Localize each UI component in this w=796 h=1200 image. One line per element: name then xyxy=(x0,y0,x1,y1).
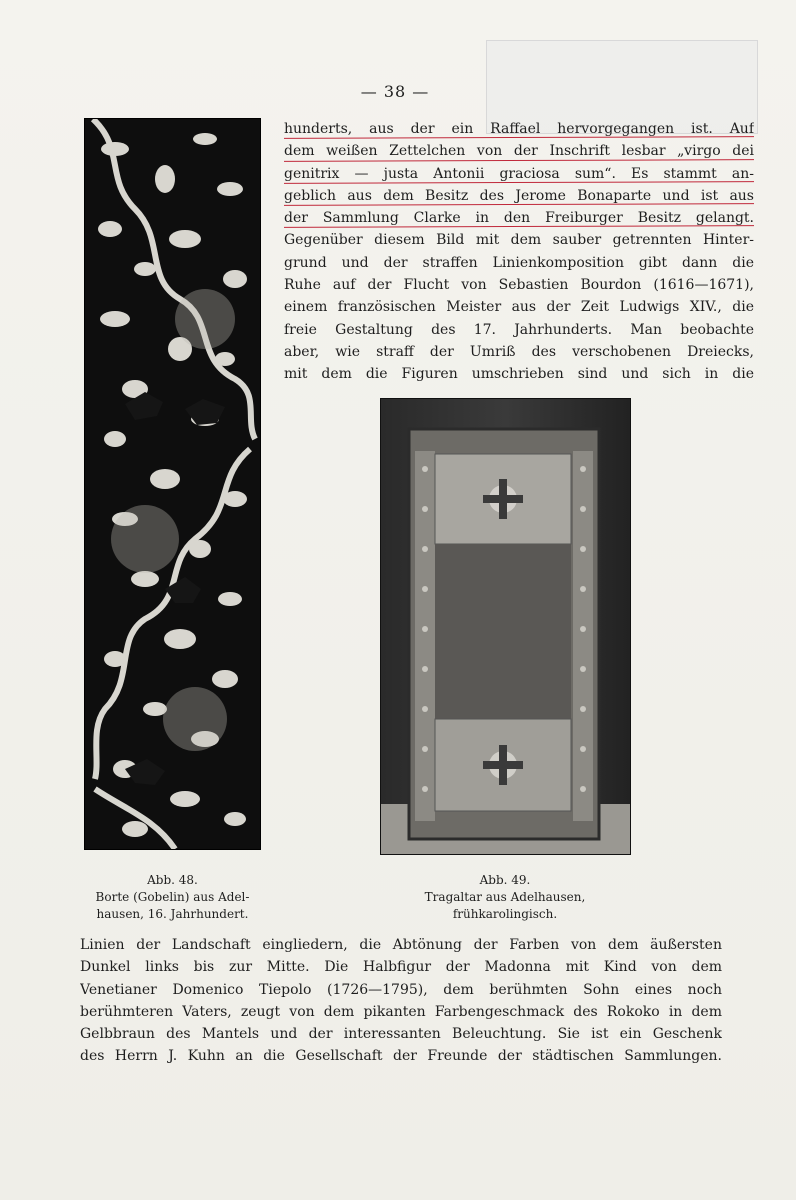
caption-text: hausen, 16. Jahrhundert. xyxy=(96,907,249,921)
floral-pattern-illustration xyxy=(85,119,260,849)
text-line: Dunkel links bis zur Mitte. Die Halbfigur der Madonna mit Kind von dem xyxy=(80,959,722,976)
figure-caption-right xyxy=(390,872,620,923)
text-line: genitrix — justa Antonii graciosa sum“. Es stammt an- xyxy=(284,163,754,185)
tapestry-border-figure xyxy=(84,118,261,850)
text-line: aber, wie straff der Umriß des verschobenen Dreiecks, xyxy=(284,343,754,360)
caption-text: frühkarolingisch. xyxy=(452,907,558,921)
text-line: Venetianer Domenico Tiepolo (1726—1795), dem berühmten Sohn eines noch xyxy=(80,981,722,998)
text-line: Ruhe auf der Flucht von Sebastien Bourdon (1616—1671), xyxy=(284,277,754,294)
text-line: einem französischen Meister aus der Zeit Ludwigs XIV., die xyxy=(284,299,754,316)
portable-altar-photo xyxy=(380,398,631,855)
text-line: freie Gestaltung des 17. Jahrhunderts. Man beobachte xyxy=(284,321,754,338)
caption-number: Abb. 49. xyxy=(479,873,531,887)
text-line: berühmteren Vaters, zeugt von dem pikanten Farbengeschmack des Rokoko in dem xyxy=(80,1003,722,1020)
text-line: Gelbbraun des Mantels und der interessanten Beleuchtung. Sie ist ein Geschenk xyxy=(80,1026,722,1043)
text-line: Gegenüber diesem Bild mit dem sauber getrennten Hinter- xyxy=(284,232,754,249)
altar-illustration xyxy=(381,399,630,854)
text-line: geblich aus dem Besitz des Jerome Bonaparte und ist aus xyxy=(284,185,754,207)
text-line: der Sammlung Clarke in den Freiburger Besitz gelangt. xyxy=(284,207,754,229)
body-text-top xyxy=(284,118,754,386)
text-line: hunderts, aus der ein Raffael hervorgegangen ist. Auf xyxy=(284,118,754,140)
body-text-bottom xyxy=(80,934,722,1068)
caption-number: Abb. 48. xyxy=(147,873,198,887)
page-number: — 38 — xyxy=(360,82,430,101)
figure-caption-left xyxy=(70,872,275,923)
text-line: dem weißen Zettelchen von der Inschrift lesbar „virgo dei xyxy=(284,140,754,162)
text-line: grund und der straffen Linienkomposition gibt dann die xyxy=(284,254,754,271)
caption-text: Tragaltar aus Adelhausen, xyxy=(424,890,586,904)
text-line: mit dem die Figuren umschrieben sind und sich in die xyxy=(284,366,754,383)
caption-text: Borte (Gobelin) aus Adel- xyxy=(95,890,250,904)
text-line: Linien der Landschaft eingliedern, die Abtönung der Farben von dem äußersten xyxy=(80,937,722,953)
text-line: des Herrn J. Kuhn an die Gesellschaft der Freunde der städtischen Sammlungen. xyxy=(80,1048,722,1065)
